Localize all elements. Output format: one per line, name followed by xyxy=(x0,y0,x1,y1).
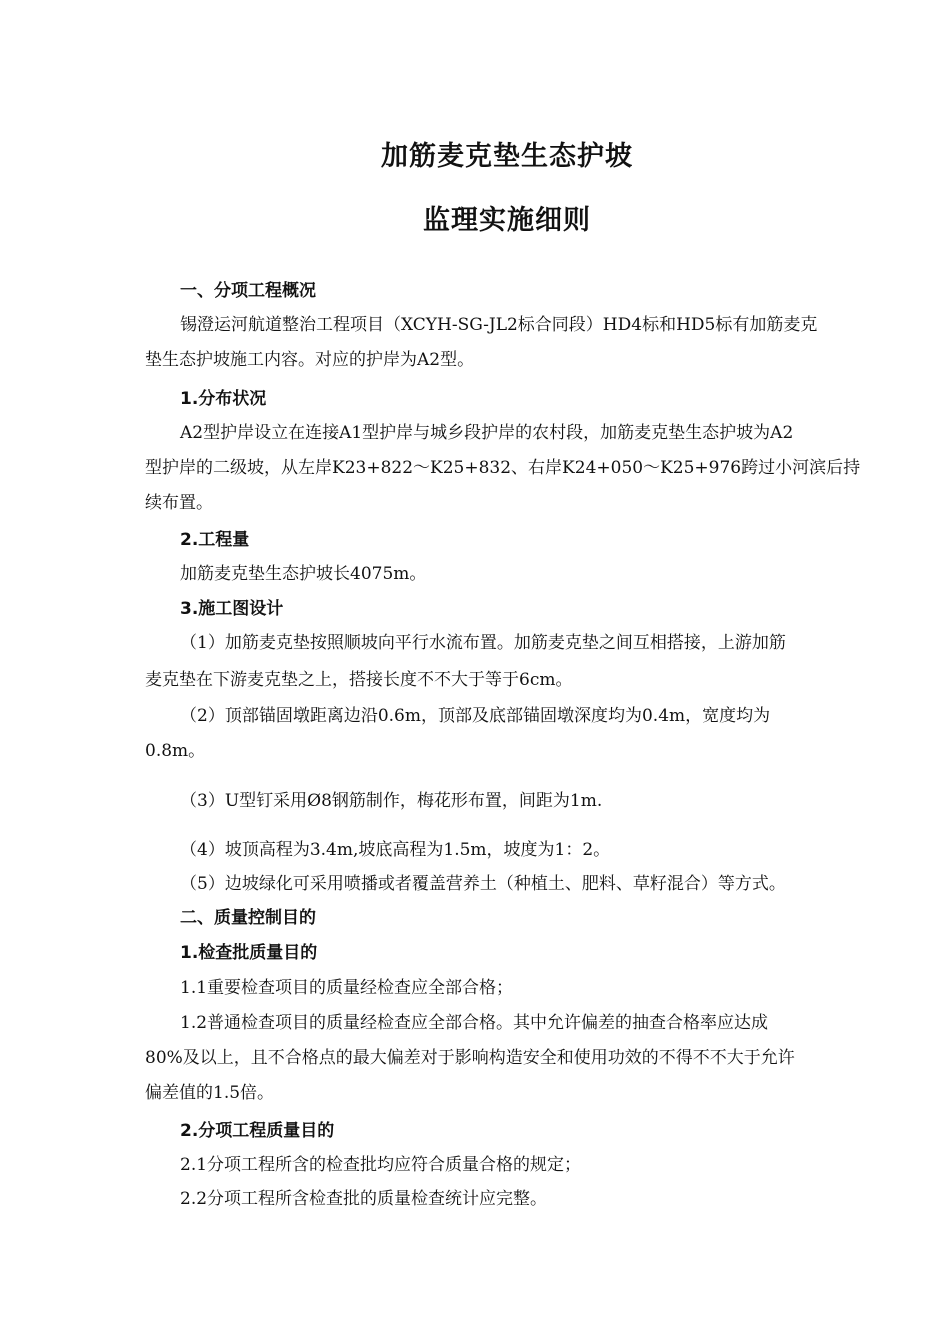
document-title-line2: 监理实施细则 xyxy=(423,205,591,236)
sub3-item1-line2: 麦克垫在下游麦克垫之上，搭接长度不不大于等于6cm。 xyxy=(145,670,573,690)
section1-heading: 一、分项工程概况 xyxy=(180,281,316,301)
section2-heading: 二、质量控制目的 xyxy=(180,908,316,928)
sub3-item2-line1: （2）顶部锚固墩距离边沿0.6m，顶部及底部锚固墩深度均为0.4m，宽度均为 xyxy=(180,706,771,726)
sub3-item3: （3）U型钉采用Ø8钢筋制作，梅花形布置，间距为1m. xyxy=(180,791,603,811)
document-title-line1: 加筋麦克垫生态护坡 xyxy=(381,141,633,172)
sub1-line3: 续布置。 xyxy=(145,493,213,513)
section2-sub2-heading: 2.分项工程质量目的 xyxy=(180,1121,335,1141)
sub1-line2: 型护岸的二级坡，从左岸K23+822～K25+832、右岸K24+050～K25+976跨过小河滨后持 xyxy=(145,458,861,478)
section2-sub2-item1: 2.1分项工程所含的检查批均应符合质量合格的规定； xyxy=(180,1155,582,1175)
sub3-item5: （5）边坡绿化可采用喷播或者覆盖营养土（种植土、肥料、草籽混合）等方式。 xyxy=(180,874,786,894)
sub3-heading: 3.施工图设计 xyxy=(180,599,284,619)
section2-sub1-item2-line1: 1.2普通检查项目的质量经检查应全部合格。其中允许偏差的抽查合格率应达成 xyxy=(180,1013,769,1033)
section2-sub1-item2-line3: 偏差值的1.5倍。 xyxy=(145,1083,275,1103)
section1-intro-line1: 锡澄运河航道整治工程项目（XCYH-SG-JL2标合同段）HD4标和HD5标有加筋麦克 xyxy=(180,315,818,335)
section1-intro-line2: 垫生态护坡施工内容。对应的护岸为A2型。 xyxy=(145,350,475,370)
section2-sub1-heading: 1.检查批质量目的 xyxy=(180,943,318,963)
section2-sub2-item2: 2.2分项工程所含检查批的质量检查统计应完整。 xyxy=(180,1189,548,1209)
sub2-line1: 加筋麦克垫生态护坡长4075m。 xyxy=(180,564,427,584)
sub1-line1: A2型护岸设立在连接A1型护岸与城乡段护岸的农村段，加筋麦克垫生态护坡为A2 xyxy=(180,423,794,443)
section2-sub1-item1: 1.1重要检查项目的质量经检查应全部合格； xyxy=(180,978,514,998)
sub3-item4: （4）坡顶高程为3.4m,坡底高程为1.5m，坡度为1：2。 xyxy=(180,840,611,860)
sub3-item1-line1: （1）加筋麦克垫按照顺坡向平行水流布置。加筋麦克垫之间互相搭接，上游加筋 xyxy=(180,633,786,653)
sub2-heading: 2.工程量 xyxy=(180,530,250,550)
section2-sub1-item2-line2: 80%及以上，且不合格点的最大偏差对于影响构造安全和使用功效的不得不不大于允许 xyxy=(145,1048,795,1068)
sub3-item2-line2: 0.8m。 xyxy=(145,741,206,761)
sub1-heading: 1.分布状况 xyxy=(180,389,267,409)
